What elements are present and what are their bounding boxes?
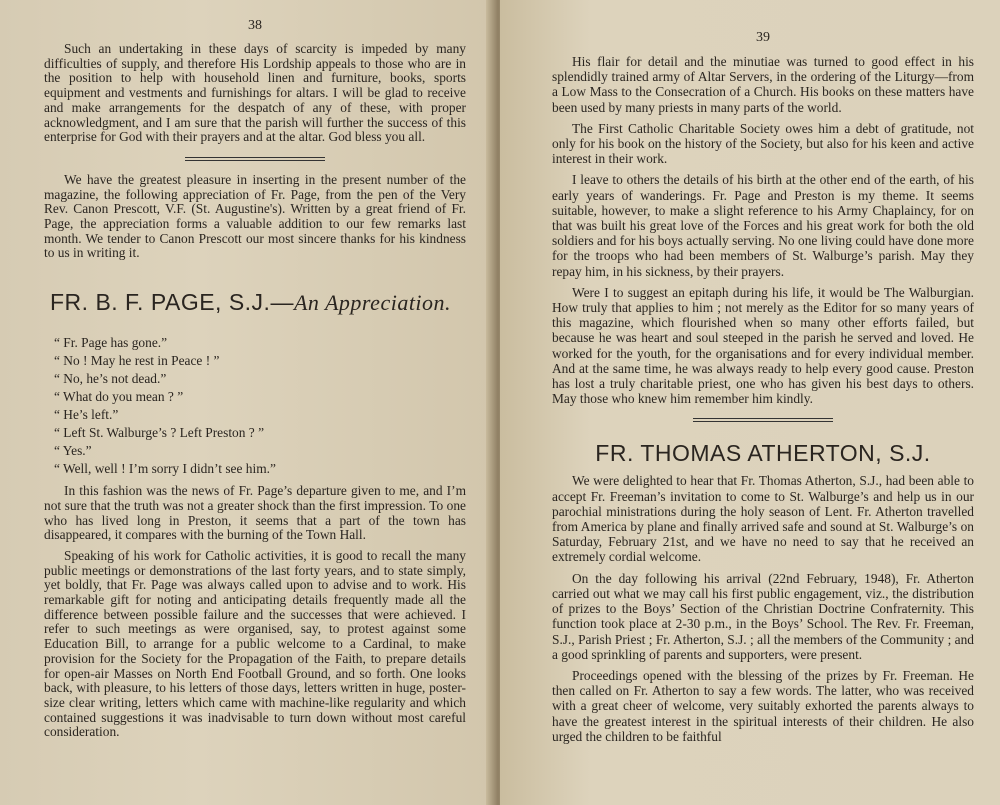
body-paragraph: The First Catholic Charitable Society owes him a debt of gratitude, not only for his book on the history of the Society, but also for his keen and active interest in their work.: [552, 120, 974, 167]
page-number: 39: [756, 30, 770, 45]
article-paragraph: We were delighted to hear that Fr. Thomas Atherton, S.J., had been able to accept Fr. Freeman’s invitation to come to St. Walburge’s and help us in our parochial ministrations during the holy season of Lent. Fr. Atherton travelled from America by plane and finally arrived safe and sound at St. Walburge’s on Saturday, February 21st, and we have no need to say that he received an extremely cordial welcome.: [552, 473, 974, 565]
body-paragraph: I leave to others the details of his birth at the other end of the earth, of his early years of wanderings. Fr. Page and Preston is my theme. It seems suitable, however, to make a slight reference to his Army Chaplaincy, for on that was built his great love of the Forces and his great work for both the old soldiers and for his boys actually serving. No one living could have done more for the troops who had been members of St. Walburge’s parish. May they repay him, in his sickness, by their prayers.: [552, 172, 974, 279]
article-title: FR. THOMAS ATHERTON, S.J.: [595, 440, 931, 467]
dialogue-list: [44, 334, 466, 478]
article-paragraph: Proceedings opened with the blessing of the prizes by Fr. Freeman. He then called on Fr. Atherton to say a few words. The latter, who was received with a great cheer of welcome, very suitably exhorted the parents always to have the greatest interest in the spiritual interests of their children. He also urged the children to be faithful: [552, 667, 974, 744]
article-title-main: FR. B. F. PAGE, S.J.—: [50, 289, 294, 316]
right-page: [500, 0, 1000, 805]
dialogue-line: “ Left St. Walburge’s ? Left Preston ? ”: [54, 425, 265, 441]
editorial-note: We have the greatest pleasure in inserting in the present number of the magazine, the following appreciation of Fr. Page, from the pen of the Very Rev. Canon Prescott, V.F. (St. Augustine's). Written by a great friend of Fr. Page, the appreciation forms a valuable addition to our few remarks last month. We tender to Canon Prescott our most sincere thanks for his kindness to us in writing it.: [44, 171, 466, 261]
dialogue-line: “ Well, well ! I’m sorry I didn’t see him.”: [54, 461, 276, 477]
body-paragraph: Speaking of his work for Catholic activities, it is good to recall the many public meetings or demonstrations of the last forty years, and to state simply, yet boldly, that Fr. Page was always called upon to advise and to work. His remarkable gift for noting and anticipating details frequently made all the difference between possible failure and the successes that were achieved. I refer to such meetings as were organised, say, to protest against some Education Bill, to arrange for a public welcome to a Cardinal, to make provision for the Society for the Propagation of the Faith, to prepare details for open-air Masses on North End Football Ground, and so forth. One looks back, with pleasure, to his letters of those days, letters written in huge, poster-size clear writing, letters which came with machine-like regularity and which contained suggestions it was inadvisable to turn down without most careful consideration.: [44, 547, 466, 740]
dialogue-line: “ What do you mean ? ”: [54, 389, 184, 405]
dialogue-line: “ Yes.”: [54, 443, 92, 459]
dialogue-line: “ No, he’s not dead.”: [54, 371, 167, 387]
dialogue-line: “ Fr. Page has gone.”: [54, 335, 168, 351]
article-subtitle: An Appreciation.: [293, 290, 452, 316]
article-title: [50, 289, 466, 316]
section-divider: [185, 157, 325, 161]
left-page: [0, 0, 496, 805]
dialogue-line: “ No ! May he rest in Peace ! ”: [54, 353, 220, 369]
page-number: 38: [248, 18, 262, 33]
body-paragraph: His flair for detail and the minutiae was turned to good effect in his splendidly trained army of Altar Servers, in the ordering of the Liturgy—from a Low Mass to the Consecration of a Church. His books on these matters have been used by many priests in many parts of the world.: [552, 54, 974, 115]
intro-paragraph: Such an undertaking in these days of scarcity is impeded by many difficulties of supply, and therefore His Lordship appeals to those who are in the position to help with household linen and furniture, books, sports equipment and vestments and furnishings for altars. I will be glad to receive and make arrangements for the despatch of any of these, with proper acknowledgment, and I am sure that the parish will further the success of this enterprise for God with their prayers and at the altar. God bless you all.: [44, 41, 466, 145]
article-paragraph: On the day following his arrival (22nd February, 1948), Fr. Atherton carried out what we may call his first public engagement, viz., the distribution of prizes to the Boys’ Section of the Christian Doctrine Confraternity. This function took place at 2-30 p.m., in the Boys’ School. The Rev. Fr. Freeman, S.J., Parish Priest ; Fr. Atherton, S.J. ; all the members of the Community ; and a good sprinkling of parents and supporters, were present.: [552, 570, 974, 662]
section-divider: [693, 418, 833, 422]
body-paragraph: Were I to suggest an epitaph during his life, it would be The Walburgian. How truly that applies to him ; not merely as the Editor for so many years of this magazine, which flourished when so many other efforts failed, but because he was heart and soul steeped in the parish he served and loved. He worked for the youth, for the organisations and for every individual member. And at the same time, he was always ready to help every good cause. Preston has lost a truly charitable priest, one who has given his best days to others. May those who knew him remember him kindly.: [552, 284, 974, 407]
body-paragraph: In this fashion was the news of Fr. Page’s departure given to me, and I’m not sure that the truth was not a greater shock than the first impression. To one who has lived long in Preston, it seems that a part of the town has disappeared, it compares with the burning of the Town Hall.: [44, 483, 466, 543]
dialogue-line: “ He’s left.”: [54, 407, 119, 423]
